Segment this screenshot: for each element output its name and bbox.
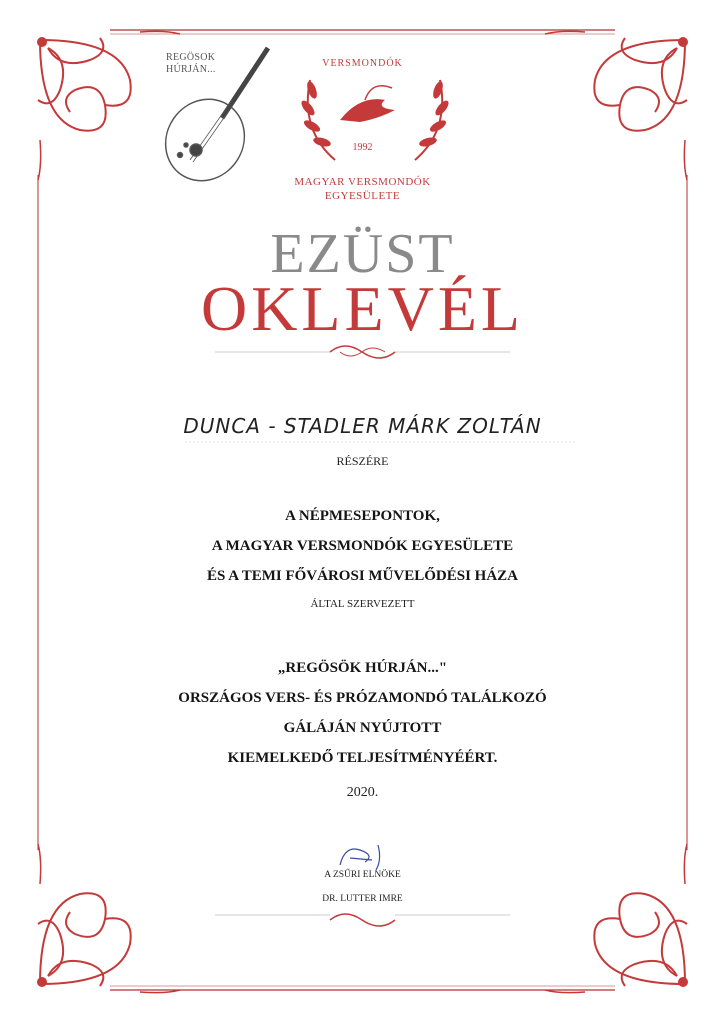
recipient-name: DUNCA - STADLER MÁRK ZOLTÁN — [183, 414, 542, 438]
recipient-for-label: RÉSZÉRE — [336, 454, 389, 468]
event-title: „REGÖSÖK HÚRJÁN..." — [277, 660, 448, 676]
pegasus-icon — [340, 99, 395, 122]
jury-name: DR. LUTTER IMRE — [322, 894, 403, 904]
organizer-line-1: A NÉPMESEPONTOK, — [285, 508, 440, 524]
event-line-4: KIEMELKEDŐ TELJESÍTMÉNYÉÉRT. — [227, 750, 498, 766]
bottom-divider — [215, 914, 510, 926]
event-line-2: ORSZÁGOS VERS- ÉS PRÓZAMONDÓ TALÁLKOZÓ — [178, 690, 547, 706]
jury-role: A ZSŰRI ELNÖKE — [324, 870, 401, 880]
regosok-logo-line1: REGÖSOK — [166, 52, 216, 63]
certificate-year: 2020. — [346, 785, 379, 800]
corner-ornament-top-right — [545, 31, 687, 180]
versmondok-org-line2: EGYESÜLETE — [324, 190, 401, 202]
title-silver: EZÜST — [270, 223, 455, 285]
versmondok-org-line1: MAGYAR VERSMONDÓK — [294, 176, 431, 188]
versmondok-arc-text: VERSMONDÓK — [322, 58, 403, 69]
regosok-logo-line2: HÚRJÁN... — [166, 64, 216, 75]
event-line-3: GÁLÁJÁN NYÚJTOTT — [283, 720, 442, 736]
signature-mark — [340, 845, 380, 870]
corner-ornament-bottom-left — [38, 844, 180, 993]
title-certificate: OKLEVÉL — [200, 273, 525, 344]
corner-ornament-bottom-right — [545, 844, 687, 993]
corner-ornament-top-left — [38, 31, 180, 180]
organizer-line-2: A MAGYAR VERSMONDÓK EGYESÜLETE — [211, 538, 514, 554]
organizer-line-3: ÉS A TEMI FŐVÁROSI MŰVELŐDÉSI HÁZA — [206, 568, 519, 584]
versmondok-year: 1992 — [352, 142, 373, 153]
organized-by-label: ÁLTAL SZERVEZETT — [310, 598, 415, 610]
title-divider — [215, 346, 510, 358]
